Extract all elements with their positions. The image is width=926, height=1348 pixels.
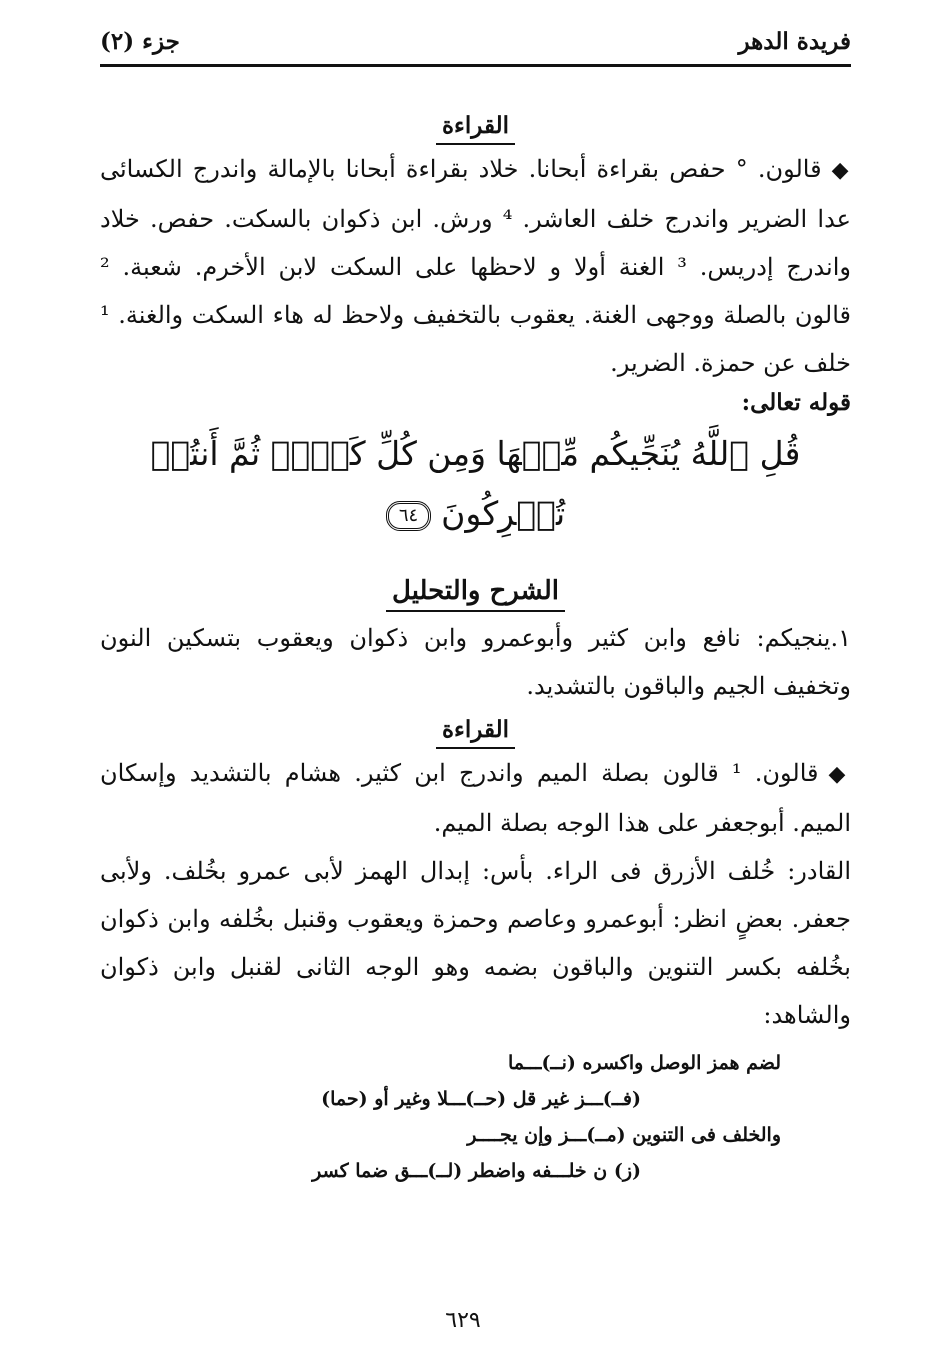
ayah-number-icon: ٦٤ — [386, 501, 431, 531]
poem-line: (ز) ن خلـــفه واضطر (لــ)ـــق ضما كسر — [312, 1160, 641, 1182]
poem — [100, 1045, 851, 1189]
poem-line: والخلف فى التنوين (مــ)ـــز وإن يجــــر — [467, 1124, 781, 1146]
poem-line: لضم همز الوصل واكسره (نــ)ـــما — [507, 1052, 781, 1074]
qiraah-paragraph-1: ◆قالون. ° حفص بقراءة أبحانا. خلاد بقراءة أبحانا بالإمالة واندرج الكسائى عدا الضرير واندرج خلف العاشر. ⁴ ورش. ابن ذكوان بالسكت. حفص. خلاد واندرج إدريس. ³ الغنة أولا و لاحظها على السكت لابن الأخرم. شعبة. ² قالون بالصلة ووجهى الغنة. يعقوب بالتخفيف ولاحظ له هاء السكت والغنة. ¹ خلف عن حمزة. الضرير. — [100, 155, 851, 377]
quran-verse — [100, 424, 851, 544]
page-number: ٦٢٩ — [445, 1308, 481, 1333]
part-label: جزء (٢) — [100, 28, 180, 55]
qiraah-paragraph-2: ◆قالون. ¹ قالون بصلة الميم واندرج ابن كثير. هشام بالتشديد وإسكان الميم. أبوجعفر على هذا الوجه بصلة الميم. — [100, 759, 851, 837]
sharh-item-1: ١.ينجيكم: نافع وابن كثير وأبوعمرو وابن ذكوان ويعقوب بتسكين النون وتخفيف الجيم والباقون بالتشديد. — [100, 624, 851, 700]
verse-text: قُلِ ٱللَّهُ يُنَجِّيكُم مِّنۡهَا وَمِن كُلِّ كَرۡبٖ ثُمَّ أَنتُمۡ تُشۡرِكُونَ — [150, 434, 801, 533]
notes-paragraph: القادر: خُلف الأزرق فى الراء. بأس: إبدال الهمز لأبى عمرو بخُلف. ولأبى جعفر. بعضٍ انظر: أبوعمرو وعاصم وحمزة ويعقوب وقنبل بخُلفه وابن ذكوان بخُلفه بكسر التنوين والباقون بضمه وهو الوجه الثانى لقنبل وابن ذكوان والشاهد: — [100, 857, 851, 1029]
diamond-bullet-icon: ◆ — [828, 762, 851, 787]
verse-intro: قوله تعالى: — [741, 389, 851, 416]
section-heading-qiraah-1: القراءة — [100, 112, 851, 145]
book-title: فريدة الدهر — [738, 28, 851, 55]
section-heading-qiraah-2: القراءة — [100, 716, 851, 749]
poem-line: (فــ)ـــز غير قل (حــ)ـــلا وغير أو (حما) — [321, 1088, 641, 1110]
page-content — [100, 112, 851, 1189]
page-header — [100, 28, 851, 67]
section-heading-sharh: الشرح والتحليل — [100, 576, 851, 612]
diamond-bullet-icon: ◆ — [831, 158, 851, 183]
